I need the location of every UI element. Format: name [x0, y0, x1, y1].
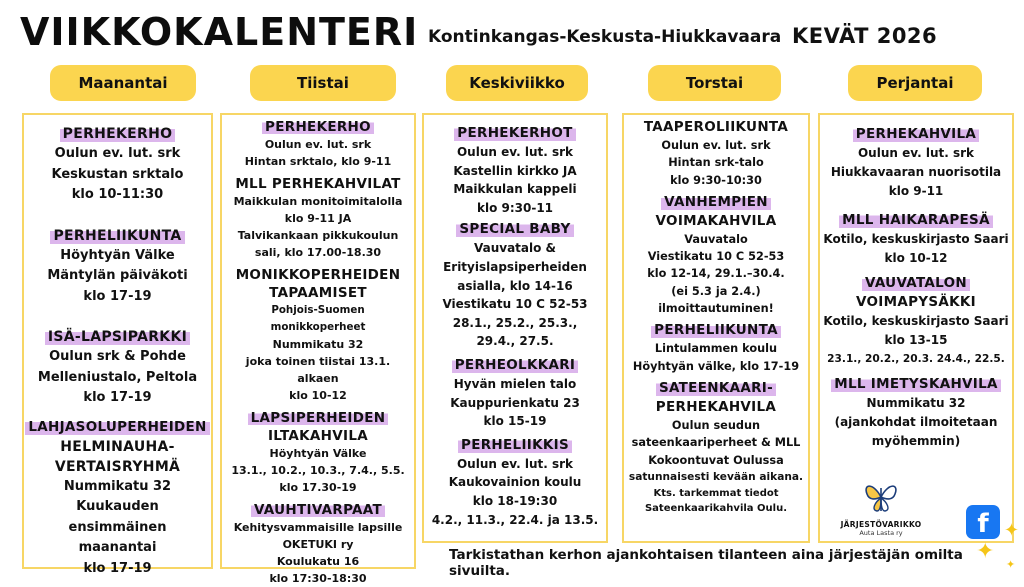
event-line: 13.1., 10.2., 10.3., 7.4., 5.5. [231, 464, 405, 477]
event-line: sali, klo 17.00-18.30 [254, 246, 382, 259]
event-line: Viestikatu 10 C 52-53 [442, 297, 588, 312]
page-title: VIIKKOKALENTERI [20, 10, 419, 54]
event-line: satunnaisesti kevään aikana. [628, 470, 804, 483]
event-line: klo 17-19 [83, 390, 152, 405]
event-line: Maikkulan kappeli [453, 182, 577, 197]
sparkle-icon: ✦ [1004, 520, 1020, 541]
friday-event [831, 375, 1001, 451]
event-line: Höyhtyän Välke [269, 447, 367, 460]
day-tab-monday: Maanantai [50, 65, 196, 101]
event-line: Hintan srk-talo [668, 156, 764, 170]
event-line: Höyhtyän välke, klo 17-19 [632, 359, 800, 373]
event-line: Mäntylän päiväkoti [47, 268, 188, 283]
event-line: klo 17-19 [83, 288, 152, 304]
sparkle-icon: ✦ [1006, 558, 1016, 571]
event-line: Kaukovainion koulu [448, 475, 582, 490]
monday-event [47, 226, 187, 308]
event-line: Oulun ev. lut. srk [264, 138, 372, 151]
event-line: Kokoontuvat Oulussa [648, 453, 784, 467]
event-title: VAUHTIVARPAAT [251, 501, 385, 519]
event-line: Nummikatu 32 [866, 396, 966, 410]
event-title: PERHEKERHO [60, 124, 176, 144]
event-line: asialla, klo 14-16 [457, 278, 573, 293]
event-line: Maikkulan monitoimitalolla [233, 195, 403, 208]
event-line: (ajankohdat ilmoitetaan [834, 415, 998, 429]
event-title: PERHELIIKUNTA [50, 226, 184, 246]
event-title: MLL IMETYSKAHVILA [831, 375, 1001, 394]
logo-name: JÄRJESTÖVARIKKO [840, 520, 922, 529]
thursday-event [644, 118, 788, 189]
season-label: KEVÄT 2026 [792, 24, 938, 48]
event-title: PERHELIIKUNTA [651, 321, 781, 340]
event-line: 4.2., 11.3., 22.4. ja 13.5. [431, 512, 599, 527]
event-line: 28.1., 25.2., 25.3., [452, 315, 578, 330]
event-title: PERHEOLKKARI [452, 356, 579, 375]
monday-column [22, 113, 213, 576]
sparkle-icon: ✦ [976, 539, 995, 564]
event-line: Kehitysvammaisille lapsille [233, 521, 403, 534]
event-line: klo 18-19:30 [472, 493, 558, 508]
event-line: Erityislapsiperheiden [443, 259, 587, 274]
event-line: Oulun ev. lut. srk [857, 146, 974, 160]
event-line: (ei 5.3 ja 2.4.) [671, 284, 761, 298]
event-line: Hintan srktalo, klo 9-11 [244, 155, 392, 168]
event-line: Kastellin kirkko JA [453, 163, 577, 178]
event-line: Melleniustalo, Peltola [37, 369, 198, 385]
butterfly-logo-icon [861, 478, 901, 516]
facebook-icon[interactable]: f [966, 505, 1000, 539]
event-line: klo 17.30-19 [279, 481, 357, 494]
event-line: Nummikatu 32 [63, 478, 172, 494]
event-title: SPECIAL BABY [456, 220, 573, 239]
event-line: klo 9-11 [888, 184, 944, 198]
event-title: VOIMAKAHVILA [655, 212, 777, 229]
event-note: Kts. tarkemmat tiedot [653, 488, 779, 500]
event-title: SATEENKAARI- [656, 379, 776, 398]
event-title: MLL HAIKARAPESÄ [839, 211, 993, 230]
thursday-event [647, 193, 784, 317]
tuesday-column [220, 113, 416, 585]
event-line: klo 17-19 [83, 560, 152, 576]
event-line: Viestikatu 10 C 52-53 [647, 250, 785, 264]
event-line: klo 12-14, 29.1.–30.4. [647, 267, 785, 281]
event-title: VANHEMPIEN [661, 193, 771, 212]
footer-note: Tarkistathan kerhon ajankohtaisen tilanteen aina järjestäjän omilta sivuilta. [449, 547, 963, 579]
event-title: HELMINAUHA- [60, 438, 175, 455]
event-title: VAUVATALON [862, 274, 970, 293]
event-line: Hiukkavaaran nuorisotila [830, 165, 1002, 179]
event-line: sateenkaariperheet & MLL [631, 436, 801, 450]
event-line: Kotilo, keskuskirjasto Saari [823, 232, 1009, 246]
event-line: Oulun srk & Pohde [49, 349, 186, 364]
event-title: MONIKKOPERHEIDEN [235, 267, 401, 283]
wednesday-event [450, 356, 580, 431]
thursday-column [622, 113, 810, 543]
event-line: joka toinen tiistai 13.1. alkaen [245, 355, 391, 385]
wednesday-event [453, 124, 576, 217]
event-title: PERHEKAHVILA [853, 125, 979, 144]
event-title: LAHJASOLUPERHEIDEN [25, 417, 209, 437]
logo-tagline: Auta Lasta ry [859, 529, 903, 537]
friday-event [823, 274, 1008, 369]
event-title: ILTAKAHVILA [267, 428, 368, 444]
thursday-event [629, 379, 803, 516]
event-line: Kauppurienkatu 23 [450, 395, 580, 410]
event-line: Kotilo, keskuskirjasto Saari [823, 314, 1009, 328]
event-line: Nummikatu 32 [272, 338, 364, 351]
thursday-event [633, 321, 799, 375]
wednesday-event [442, 220, 587, 351]
event-line: Koulukatu 16 [276, 555, 360, 568]
event-line: Oulun seudun [671, 418, 761, 432]
event-line: klo 10-11:30 [71, 187, 164, 202]
event-title: LAPSIPERHEIDEN [248, 409, 389, 427]
event-line: Oulun ev. lut. srk [456, 456, 573, 471]
event-line: Hyvän mielen talo [453, 376, 577, 391]
event-line: ilmoittautuminen! [658, 302, 774, 316]
tuesday-event [231, 409, 404, 496]
event-title: VOIMAPYSÄKKI [856, 294, 976, 310]
event-line: Oulun ev. lut. srk [456, 145, 573, 159]
event-line: Oulun ev. lut. srk [661, 139, 771, 152]
event-line: klo 13-15 [884, 333, 948, 347]
friday-event [831, 125, 1001, 201]
event-title: PERHEKAHVILA [655, 398, 777, 415]
event-line: klo 10-12 [884, 251, 948, 265]
event-line: klo 17:30-18:30 [269, 572, 367, 585]
event-title: MLL PERHEKAHVILAT [235, 176, 401, 192]
event-line: klo 15-19 [483, 414, 547, 429]
event-title: VERTAISRYHMÄ [54, 458, 181, 475]
event-line: klo 9:30-10:30 [670, 173, 762, 187]
event-line: OKETUKI ry [282, 538, 354, 551]
event-title: TAPAAMISET [269, 285, 367, 301]
event-line: klo 9-11 JA [284, 212, 352, 225]
event-line: Höyhtyän Välke [60, 247, 175, 263]
event-line: Oulun ev. lut. srk [54, 146, 181, 161]
wednesday-column [422, 113, 608, 543]
monday-event [38, 327, 197, 409]
day-tab-friday: Perjantai [848, 65, 982, 101]
event-line: Lintulammen koulu [654, 342, 778, 356]
event-line: 23.1., 20.2., 20.3. 24.4., 22.5. [827, 353, 1005, 365]
monday-event [25, 417, 209, 580]
friday-event [823, 211, 1008, 268]
event-line: klo 9:30-11 [476, 200, 554, 215]
event-title: TAAPEROLIIKUNTA [643, 119, 789, 135]
event-line: myöhemmin) [871, 434, 961, 448]
event-title: PERHELIIKKIS [458, 436, 572, 455]
event-line: Talvikankaan pikkukoulun [237, 229, 399, 242]
event-line: 29.4., 27.5. [476, 334, 554, 349]
wednesday-event [432, 436, 598, 529]
page-subtitle: Kontinkangas-Keskusta-Hiukkavaara [428, 27, 782, 47]
event-line: Keskustan srktalo [51, 166, 184, 182]
event-note: Sateenkaarikahvila Oulu. [644, 503, 787, 515]
tuesday-event [234, 175, 403, 261]
day-tab-tuesday: Tiistai [250, 65, 396, 101]
event-line: klo 10-12 [289, 389, 347, 402]
tuesday-event [234, 501, 403, 587]
event-line: Pohjois-Suomen monikkoperheet [270, 304, 366, 333]
tuesday-event [245, 118, 391, 170]
organization-logo [836, 478, 926, 540]
event-line: Kuukauden ensimmäinen [68, 499, 167, 535]
tuesday-event [224, 266, 412, 404]
event-line: maanantai [78, 540, 157, 555]
event-title: ISÄ-LAPSIPARKKI [45, 327, 190, 347]
event-line: Vauvatalo & [473, 241, 556, 256]
event-title: PERHEKERHOT [454, 124, 575, 143]
day-tab-wednesday: Keskiviikko [446, 65, 588, 101]
event-line: Vauvatalo [684, 232, 748, 246]
event-title: PERHEKERHO [262, 118, 374, 136]
day-tab-thursday: Torstai [648, 65, 781, 101]
monday-event [52, 124, 184, 206]
